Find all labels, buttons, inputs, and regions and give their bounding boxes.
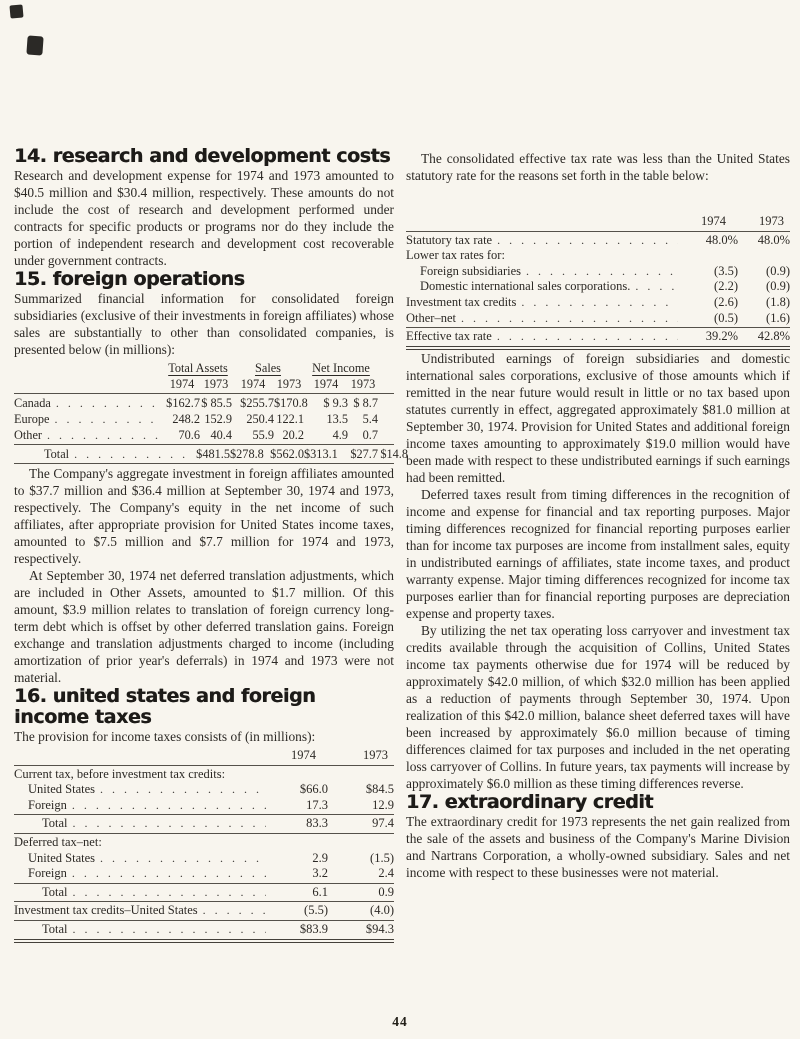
cell-value: $170.8 [274, 396, 308, 410]
rule [14, 765, 394, 766]
row-label: Domestic international sales corporations. [420, 279, 631, 294]
year-header: 1974 [169, 377, 195, 391]
cell-value: 13.5 [326, 412, 348, 426]
column-group-header [232, 360, 304, 376]
rule [14, 393, 394, 394]
year-header: 1974 [313, 377, 339, 391]
cell-value: 0.7 [362, 428, 378, 442]
rule [14, 444, 394, 445]
row-label: Total [44, 447, 70, 461]
section-16-paragraph: Undistributed earnings of foreign subsidiaries and domestic international sales corporations, exclusive of those amounts which if remitted in the near future would result in little or no tax based upon statutes currently in effect, aggregated approximately $81.0 million at September 30, 1974. Provision for United States and additional foreign income taxes amounting to approximately $19.0 million would have been made with respect to these undistributed earnings if such earnings had been remitted. [406, 350, 790, 485]
year-header: 1973 [363, 748, 388, 762]
cell-value: $313.1 [304, 447, 338, 461]
cell-value: 5.4 [362, 412, 378, 426]
table-group-row [406, 248, 790, 264]
year-header: 1973 [203, 377, 229, 391]
effective-rate-intro: The consolidated effective tax rate was less than the United States statutory rate for the reasons set forth in the table below: [406, 151, 790, 183]
section-15-intro: Summarized financial information for consolidated foreign subsidiaries (exclusive of their investments in foreign affiliates) whose sales are substantially to other than consolidated companies, is presented below (in millions): [14, 291, 394, 357]
row-label: Other–net [406, 310, 456, 325]
cell-value: 48.0% [705, 232, 738, 247]
column-group-header [164, 360, 232, 376]
dot-leader [73, 816, 266, 831]
group-label: Total Assets [168, 361, 228, 375]
row-label: Investment tax credits–United States [14, 903, 198, 918]
cell-value: $14.8 [380, 447, 408, 461]
table-total-row [406, 329, 790, 345]
table-subtotal-row [14, 816, 394, 832]
table-row [14, 866, 394, 882]
dot-leader [497, 329, 678, 344]
dot-leader [72, 798, 266, 813]
year-header: 1973 [350, 377, 376, 391]
cell-value: 4.9 [332, 428, 348, 442]
dot-leader [55, 411, 160, 427]
cell-value: $278.8 [230, 447, 264, 461]
cell-value: 250.4 [246, 412, 274, 426]
cell-value: $94.3 [365, 921, 394, 936]
dot-leader [203, 903, 266, 918]
row-label: Total [42, 816, 68, 831]
group-label: Net Income [312, 361, 370, 375]
table-subtotal-row [14, 885, 394, 901]
dot-leader [526, 264, 678, 279]
table-row [406, 264, 790, 280]
table-row [406, 295, 790, 311]
table-row [406, 311, 790, 327]
dot-leader [100, 782, 266, 797]
cell-value: (2.6) [714, 294, 738, 309]
row-label: Europe [14, 412, 50, 426]
section-16-intro: The provision for income taxes consists of (in millions): [14, 729, 316, 744]
section-15-paragraph: At September 30, 1974 net deferred translation adjustments, which are included in Other Assets, amounted to $1.7 million. Of this amount, $3.9 million relates to translation of foreign currency long-term debt which is offset by other deferred translation gains. Foreign exchange and translation adjustments charged to income (including amortization of prior year's deferrals) in 1974 and 1973 were not material. [14, 568, 394, 685]
cell-value: $ 9.3 [323, 396, 348, 410]
dot-leader [73, 922, 266, 937]
rule [14, 920, 394, 921]
table-row [406, 233, 790, 249]
row-label: Investment tax credits [406, 294, 517, 309]
row-label: Other [14, 428, 42, 442]
rule [14, 463, 394, 464]
cell-value: 55.9 [252, 428, 274, 442]
cell-value: $83.9 [299, 921, 328, 936]
row-label: Effective tax rate [406, 329, 492, 344]
income-tax-provision-table [14, 748, 394, 943]
section-16-paragraph: By utilizing the net tax operating loss carryover and investment tax credits available through the acquisition of Collins, United States income tax payments otherwise due for 1974 will be reduced by approximately $42.0 million, of which $32.0 million has been applied as a reduction of payments through September 30, 1974. Upon realization of this $42.0 million, balance sheet deferred taxes will have been increased by approximately $6.0 million because of timing differences claimed for tax purposes and included in the net operating loss carryover of Collins. In future years, tax payments will increase by approximately $6.0 million as these timing differences reverse. [406, 622, 790, 791]
cell-value: $ 8.7 [353, 396, 378, 410]
row-label: Total [42, 921, 68, 936]
cell-value: 0.9 [378, 884, 394, 899]
cell-value: 83.3 [306, 816, 328, 831]
left-column [14, 145, 408, 943]
ink-mark [26, 35, 43, 55]
cell-value: $84.5 [365, 782, 394, 797]
cell-value: 2.4 [378, 866, 394, 881]
cell-value: 97.4 [372, 816, 394, 831]
row-label: Canada [14, 396, 51, 410]
foreign-operations-table [14, 360, 408, 464]
section-14-paragraph: Research and development expense for 1974 and 1973 amounted to $40.5 million and $30.4 million, respectively. These amounts do not include the cost of research and development performed under contracts for specific products or programs nor do they include the portion of independent research and development cost recoverable under government contracts. [14, 168, 394, 268]
table-row [14, 851, 394, 867]
double-rule [14, 939, 394, 943]
cell-value: $255.7 [240, 396, 274, 410]
year-header-row [14, 748, 394, 764]
cell-value: (0.5) [714, 310, 738, 325]
table-group-row [14, 767, 394, 783]
row-label: United States [28, 782, 96, 797]
cell-value: (0.9) [766, 279, 790, 294]
cell-value: 48.0% [757, 232, 790, 247]
cell-value: 12.9 [372, 797, 394, 812]
cell-value: 20.2 [282, 428, 304, 442]
group-label: Sales [255, 361, 281, 375]
year-header: 1974 [701, 214, 726, 228]
cell-value: 42.8% [757, 329, 790, 344]
cell-value: (3.5) [714, 263, 738, 278]
cell-value: $66.0 [299, 782, 328, 797]
column-group-header-row [14, 360, 394, 376]
cell-value: 40.4 [210, 428, 232, 442]
year-header: 1973 [759, 214, 784, 228]
dot-leader [74, 446, 190, 462]
table-row [14, 411, 394, 427]
cell-value: 17.3 [306, 797, 328, 812]
ink-mark [9, 4, 23, 18]
cell-value: (1.8) [766, 294, 790, 309]
cell-value: 152.9 [204, 412, 232, 426]
cell-value: 70.6 [178, 428, 200, 442]
section-16-heading: 16. united states and foreign income taxes [14, 685, 316, 728]
year-header: 1973 [276, 377, 302, 391]
cell-value: $27.7 [350, 447, 378, 461]
table-row [14, 427, 394, 443]
cell-value: $562.0 [270, 447, 304, 461]
page-number: 44 [392, 1014, 408, 1029]
cell-value: $481.5 [196, 447, 230, 461]
dot-leader [56, 395, 160, 411]
row-label: Current tax, before investment tax credits: [14, 766, 226, 781]
dot-leader [635, 279, 678, 294]
dot-leader [461, 311, 678, 326]
cell-value: 122.1 [276, 412, 304, 426]
dot-leader [521, 295, 678, 310]
cell-value: 248.2 [172, 412, 200, 426]
row-label: Statutory tax rate [406, 232, 493, 247]
table-row [14, 395, 394, 411]
table-row [14, 798, 394, 814]
cell-value: $162.7 [166, 396, 200, 410]
row-label: Foreign [28, 866, 67, 881]
cell-value: 2.9 [312, 850, 328, 865]
section-15-heading: 15. foreign operations [14, 268, 245, 290]
cell-value: 6.1 [312, 884, 328, 899]
rule [14, 901, 394, 902]
column-group-header [304, 360, 378, 376]
rule [14, 883, 394, 884]
cell-value: (4.0) [370, 903, 394, 918]
rule [406, 327, 790, 328]
rule [14, 833, 394, 834]
row-label: Lower tax rates for: [406, 248, 505, 263]
cell-value: (2.2) [714, 279, 738, 294]
table-row [406, 279, 790, 295]
table-row [14, 903, 394, 919]
table-group-row [14, 835, 394, 851]
row-label: Total [42, 884, 68, 899]
section-14-heading: 14. research and development costs [14, 145, 391, 167]
dot-leader [497, 233, 678, 248]
cell-value: (1.5) [370, 850, 394, 865]
row-label: Deferred tax–net: [14, 834, 102, 849]
dot-leader [72, 866, 266, 881]
row-label: United States [28, 850, 96, 865]
rule [406, 231, 790, 232]
dot-leader [73, 885, 266, 900]
section-15-paragraph: The Company's aggregate investment in foreign affiliates amounted to $37.7 million and $36.4 million at September 30, 1974 and 1973, respectively. The Company's equity in the net income of such affiliates, after appropriate provision for United States income taxes, amounted to $7.5 million and $7.7 million for 1974 and 1973, respectively. [14, 466, 394, 566]
table-total-row [14, 446, 408, 462]
year-header: 1974 [291, 748, 316, 762]
row-label: Foreign subsidiaries [420, 263, 522, 278]
cell-value: (0.9) [766, 263, 790, 278]
section-17-paragraph: The extraordinary credit for 1973 represents the net gain realized from the sale of the assets and business of the Company's Marine Division and Nartrans Corporation, a wholly-owned subsidiary. Sales and net income with respect to these businesses were not material. [406, 813, 790, 880]
dot-leader [100, 851, 266, 866]
cell-value: 39.2% [705, 329, 738, 344]
section-17-heading: 17. extraordinary credit [406, 790, 654, 813]
dot-leader [47, 427, 160, 443]
cell-value: (5.5) [304, 903, 328, 918]
table-row [14, 782, 394, 798]
right-column [406, 150, 790, 881]
table-total-row [14, 922, 394, 938]
year-header: 1974 [240, 377, 266, 391]
section-16-paragraph: Deferred taxes result from timing differences in the recognition of income and expense for financial and tax reporting purposes. Major timing differences recognized for financial reporting purposes earlier than for income tax purposes are income from installment sales, equity in undistributed earnings of affiliates, state income taxes, and product warranty expense. Major timing differences recognized for income tax purposes earlier than for financial reporting purposes are depreciation expense and property taxes. [406, 486, 790, 621]
effective-tax-rate-table [406, 214, 790, 350]
row-label: Foreign [28, 797, 67, 812]
cell-value: (1.6) [766, 310, 790, 325]
rule [14, 814, 394, 815]
year-header-row [406, 214, 790, 230]
cell-value: $ 85.5 [201, 396, 232, 410]
year-header-row [14, 376, 394, 392]
cell-value: 3.2 [312, 866, 328, 881]
